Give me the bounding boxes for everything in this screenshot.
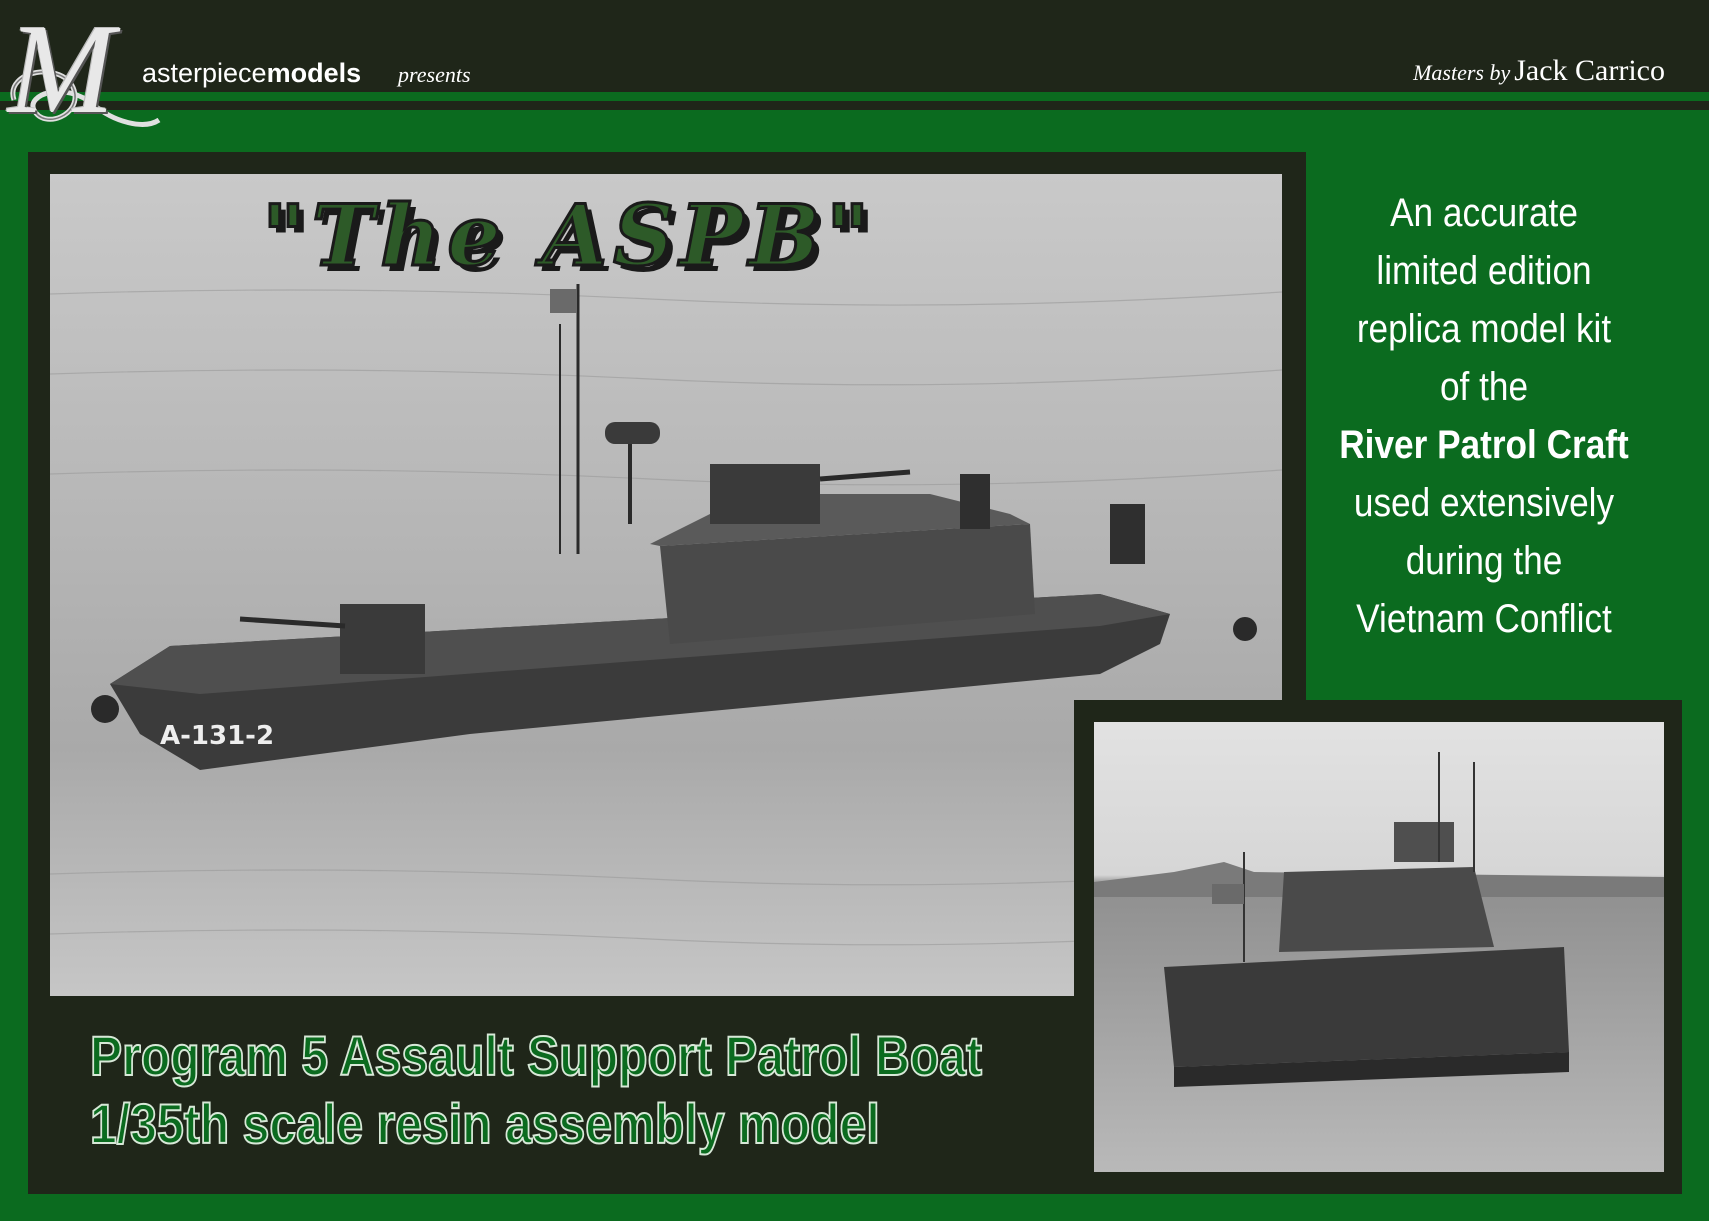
description-line-8: Vietnam Conflict <box>1356 597 1612 641</box>
brand-name <box>142 58 361 89</box>
description-line-1: An accurate <box>1390 191 1578 235</box>
description-line-4: of the <box>1439 365 1529 409</box>
small-boat-photo <box>1094 722 1664 1172</box>
small-boat-illustration <box>1094 722 1664 1172</box>
description-line-3: replica model kit <box>1356 307 1612 351</box>
description-block <box>1329 184 1639 648</box>
caption-block <box>90 1022 982 1158</box>
logo-letter: M <box>8 0 115 140</box>
caption-line-2: 1/35th scale resin assembly model <box>90 1092 880 1155</box>
brand-bold: models <box>266 58 362 88</box>
description-line-2: limited edition <box>1376 249 1592 293</box>
boat-number: A-131-2 <box>160 721 275 751</box>
description-line-5: River Patrol Craft <box>1339 423 1629 467</box>
description-line-7: during the <box>1405 539 1563 583</box>
description-line-6: used extensively <box>1353 481 1615 525</box>
caption-line-1: Program 5 Assault Support Patrol Boat <box>90 1024 982 1087</box>
masters-prefix: Masters by <box>1413 60 1511 85</box>
masters-credit <box>1413 54 1665 88</box>
poster-title: "The ASPB" <box>262 186 876 285</box>
top-bar-stripe <box>0 92 1709 101</box>
brand-light: asterpiece <box>142 58 267 88</box>
presents-label: presents <box>398 62 471 87</box>
masters-name: Jack Carrico <box>1514 54 1665 87</box>
